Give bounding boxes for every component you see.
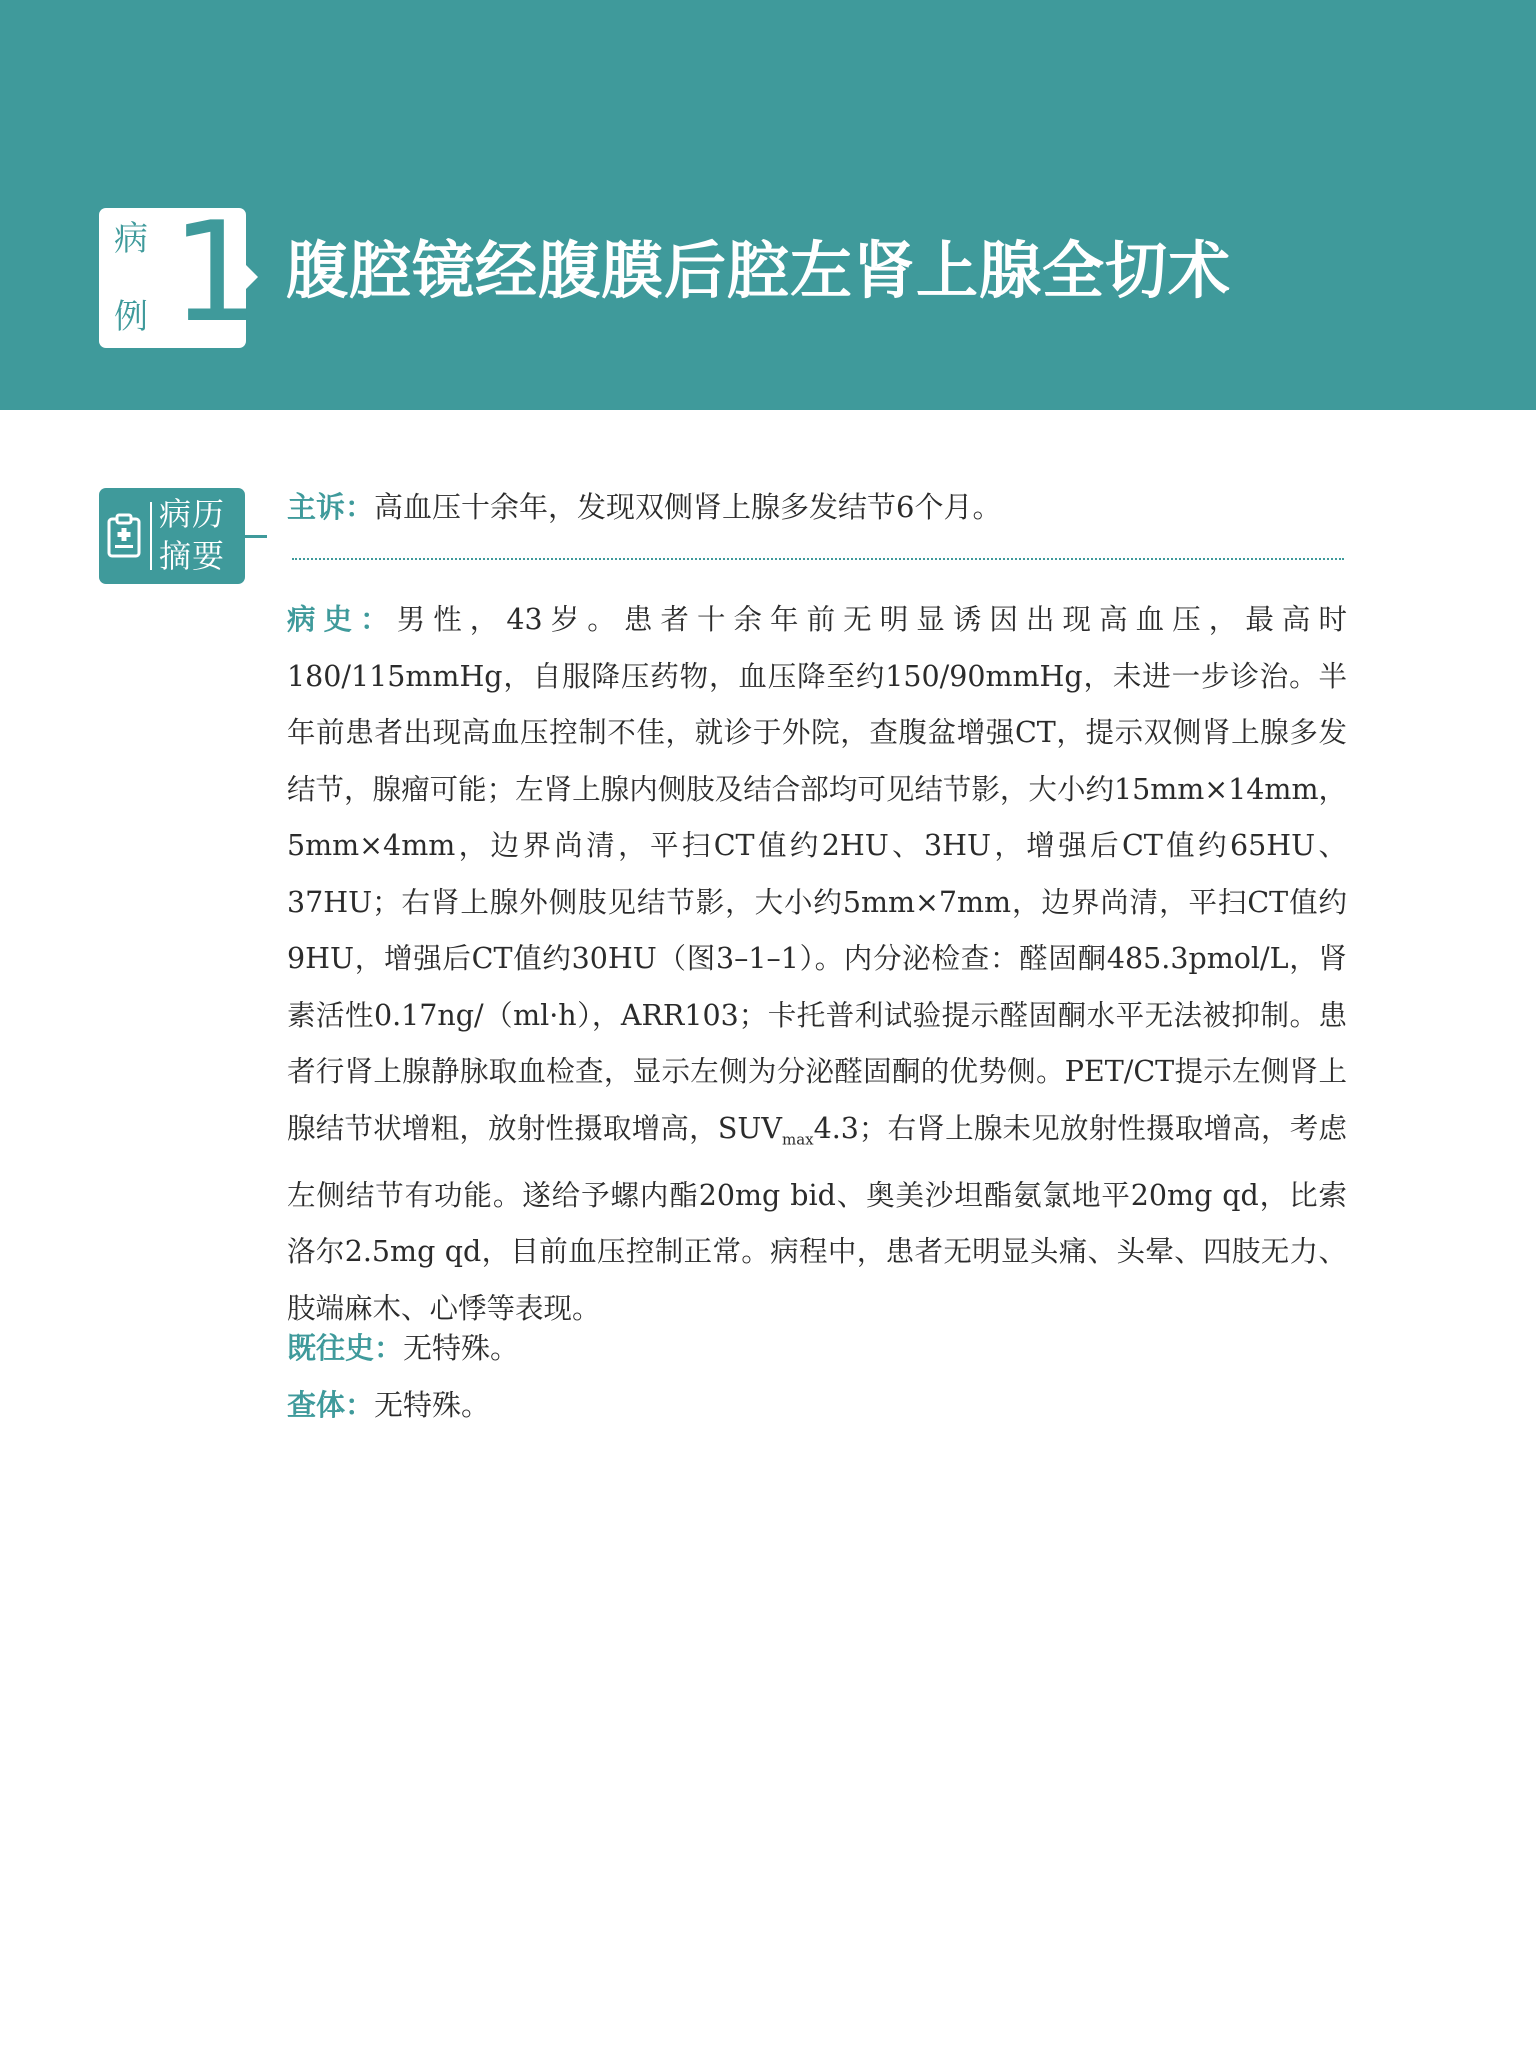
header-banner [0, 0, 1536, 410]
past-history-text: 无特殊。 [403, 1331, 520, 1365]
physical-exam-text: 无特殊。 [374, 1388, 491, 1422]
dotted-divider [292, 558, 1344, 560]
case-title: 腹腔镜经腹膜后腔左肾上腺全切术 [286, 234, 1232, 307]
present-history-text-continued: 4.3；右肾上腺未见放射性摄取增高，考虑左侧结节有功能。遂给予螺内酯20mg bid、奥美沙坦酯氨氯地平20mg qd，比索洛尔2.5mg qd，目前血压控制正常。病程中，患者无明显头痛、头晕、四肢无力、肢端麻木、心悸等表现。 [287, 1111, 1347, 1325]
case-number-tag [99, 192, 259, 353]
present-history-text: 男性，43岁。患者十余年前无明显诱因出现高血压，最高时180/115mmHg，自服降压药物，血压降至约150/90mmHg，未进一步诊治。半年前患者出现高血压控制不佳，就诊于外院，查腹盆增强CT，提示双侧肾上腺多发结节，腺瘤可能；左肾上腺内侧肢及结合部均可见结节影，大小约15mm×14mm，5mm×4mm，边界尚清，平扫CT值约2HU、3HU，增强后CT值约65HU、37HU；右肾上腺外侧肢见结节影，大小约5mm×7mm，边界尚清，平扫CT值约9HU，增强后CT值约30HU（图3–1–1）。内分泌检查：醛固酮485.3pmol/L，肾素活性0.17ng/（ml·h），ARR103；卡托普利试验提示醛固酮水平无法被抑制。患者行肾上腺静脉取血检查，显示左侧为分泌醛固酮的优势侧。PET/CT提示左侧肾上腺结节状增粗，放射性摄取增高，SUV [287, 603, 1347, 1145]
case-label-char-1: 病 [114, 219, 148, 259]
physical-exam-label: 查体： [287, 1388, 375, 1422]
section-badge [99, 488, 245, 584]
case-label-char-2: 例 [114, 297, 148, 337]
chief-complaint [287, 483, 1347, 531]
chief-complaint-label: 主诉： [287, 490, 375, 524]
section-badge-line-1: 病历 [159, 495, 226, 533]
case-number: 1 [171, 192, 259, 353]
case-tag-arrow [242, 261, 258, 293]
section-badge-line-2: 摘要 [159, 537, 226, 575]
past-history [287, 1324, 1347, 1372]
section-badge-connector [243, 535, 267, 538]
physical-exam [287, 1381, 1347, 1429]
badge-divider [150, 502, 152, 570]
chief-complaint-text: 高血压十余年，发现双侧肾上腺多发结节6个月。 [374, 490, 1002, 524]
past-history-label: 既往史： [287, 1331, 404, 1365]
clipboard-medical-icon [106, 513, 142, 559]
present-history-label: 病史： [287, 603, 397, 636]
present-history [287, 592, 1347, 1337]
suv-subscript: max [781, 1130, 814, 1149]
